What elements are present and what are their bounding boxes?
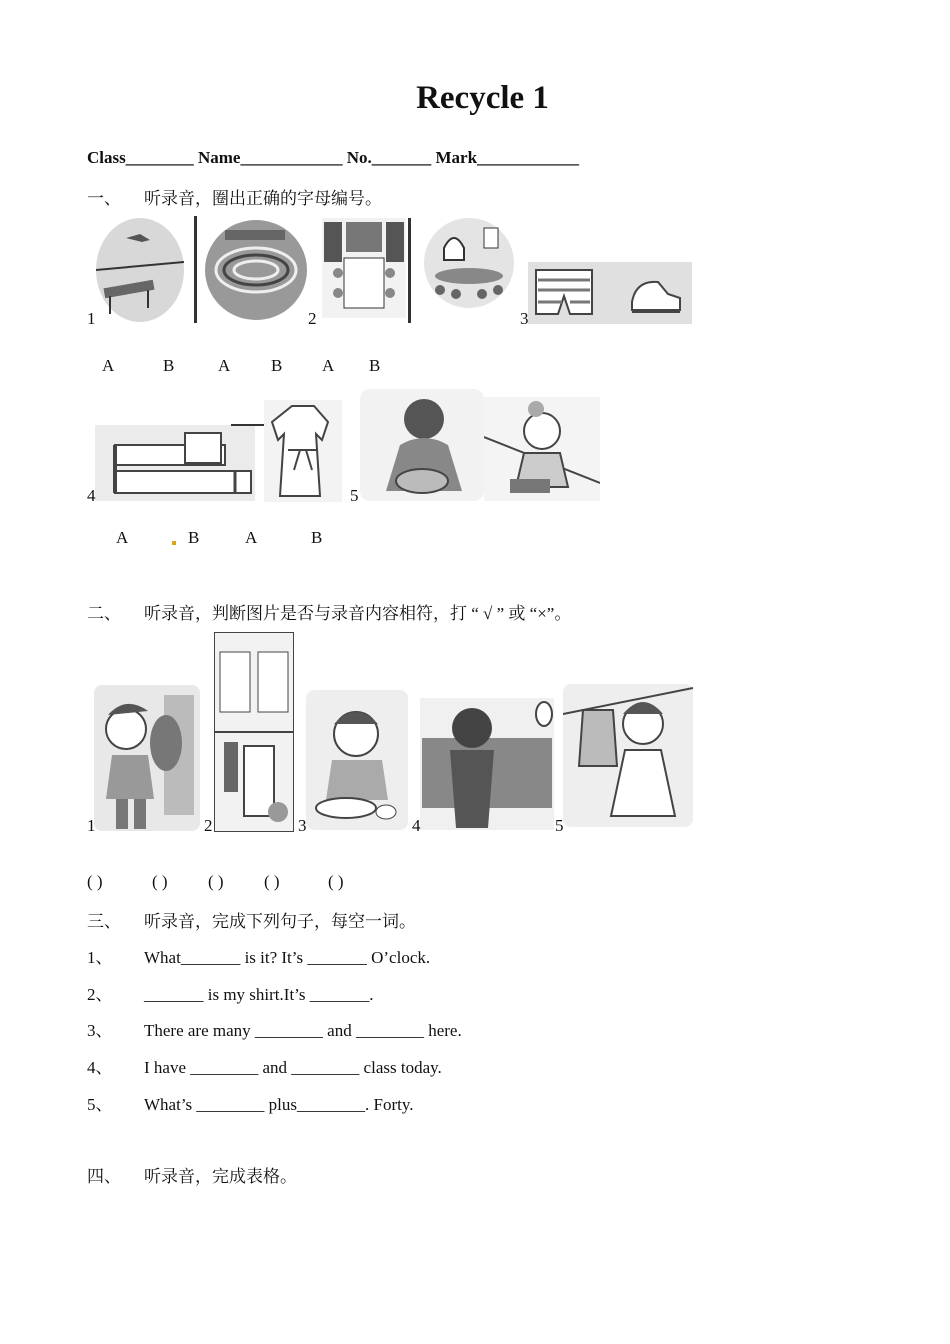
section4-instruction: 听录音，完成表格。 xyxy=(144,1167,297,1186)
row2-number-5: 5 xyxy=(350,486,359,505)
option-3a[interactable]: A xyxy=(322,356,335,375)
picture-ping-pong-table xyxy=(96,218,184,322)
s2-number-2: 2 xyxy=(204,816,213,835)
picture-boy-with-bag xyxy=(94,685,200,831)
answer-bracket-2[interactable]: ( ) xyxy=(152,872,168,891)
picture-girl-hanging-clothes xyxy=(563,684,693,827)
picture-canteen xyxy=(424,218,514,308)
picture-library xyxy=(322,218,406,318)
s2-number-5: 5 xyxy=(555,816,564,835)
answer-bracket-5[interactable]: ( ) xyxy=(328,872,344,891)
student-info-line: Class________ Name____________ No._______ Mark____________ xyxy=(87,148,580,167)
section3-instruction: 听录音，完成下列句子，每空一词。 xyxy=(144,912,416,931)
picture-playground xyxy=(205,220,307,320)
section2-number: 二、 xyxy=(87,604,121,623)
section3-number: 三、 xyxy=(87,912,121,931)
sentence-number: 2、 xyxy=(87,985,113,1004)
picture-divider xyxy=(194,216,197,323)
answer-bracket-3[interactable]: ( ) xyxy=(208,872,224,891)
section2-instruction: 听录音，判断图片是否与录音内容相符，打 “ √ ” 或 “×”。 xyxy=(144,604,572,623)
picture-girl-folding xyxy=(484,397,600,501)
sentence-item xyxy=(87,1053,442,1078)
picture-pants xyxy=(95,425,255,501)
option-5a[interactable]: A xyxy=(245,528,258,547)
section2-heading xyxy=(87,599,571,624)
option-5b[interactable]: B xyxy=(311,528,323,547)
sentence-text: What_______ is it? It’s _______ O’clock. xyxy=(144,948,431,967)
section4-number: 四、 xyxy=(87,1167,121,1186)
picture-bathroom xyxy=(214,632,294,832)
picture-divider xyxy=(408,218,411,323)
picture-person-making-bed xyxy=(420,698,554,830)
page-title: Recycle 1 xyxy=(416,80,549,116)
sentence-item xyxy=(87,1090,413,1115)
section3-heading xyxy=(87,907,416,932)
option-4b[interactable]: B xyxy=(188,528,200,547)
answer-bracket-4[interactable]: ( ) xyxy=(264,872,280,891)
row1-number-1: 1 xyxy=(87,309,96,328)
s2-number-1: 1 xyxy=(87,816,96,835)
sentence-item xyxy=(87,943,430,968)
row1-number-2: 2 xyxy=(308,309,317,328)
picture-shorts-and-shoe xyxy=(528,262,692,324)
sentence-number: 3、 xyxy=(87,1021,113,1040)
section1-number: 一、 xyxy=(87,189,121,208)
row2-number-4: 4 xyxy=(87,486,96,505)
picture-dress xyxy=(264,400,342,502)
answer-bracket-1[interactable]: ( ) xyxy=(87,872,103,891)
sentence-number: 4、 xyxy=(87,1058,113,1077)
sentence-item xyxy=(87,980,374,1005)
sentence-text: I have ________ and ________ class today. xyxy=(144,1058,442,1077)
sentence-text: What’s ________ plus________. Forty. xyxy=(144,1095,414,1114)
option-2b[interactable]: B xyxy=(271,356,283,375)
option-4a[interactable]: A xyxy=(116,528,129,547)
sentence-text: There are many ________ and ________ here. xyxy=(144,1021,462,1040)
option-1a[interactable]: A xyxy=(102,356,115,375)
sentence-number: 5、 xyxy=(87,1095,113,1114)
option-2a[interactable]: A xyxy=(218,356,231,375)
stray-mark xyxy=(172,541,176,545)
section4-heading xyxy=(87,1162,297,1187)
section1-heading xyxy=(87,184,382,209)
sentence-text: _______ is my shirt.It’s _______. xyxy=(144,985,374,1004)
sentence-item xyxy=(87,1016,462,1041)
s2-number-3: 3 xyxy=(298,816,307,835)
option-1b[interactable]: B xyxy=(163,356,175,375)
sentence-number: 1、 xyxy=(87,948,113,967)
row1-number-3: 3 xyxy=(520,309,529,328)
option-3b[interactable]: B xyxy=(369,356,381,375)
section1-instruction: 听录音，圈出正确的字母编号。 xyxy=(144,189,382,208)
picture-divider xyxy=(231,424,265,426)
picture-boy-eating xyxy=(306,690,408,830)
picture-boy-washing xyxy=(360,389,484,501)
s2-number-4: 4 xyxy=(412,816,421,835)
